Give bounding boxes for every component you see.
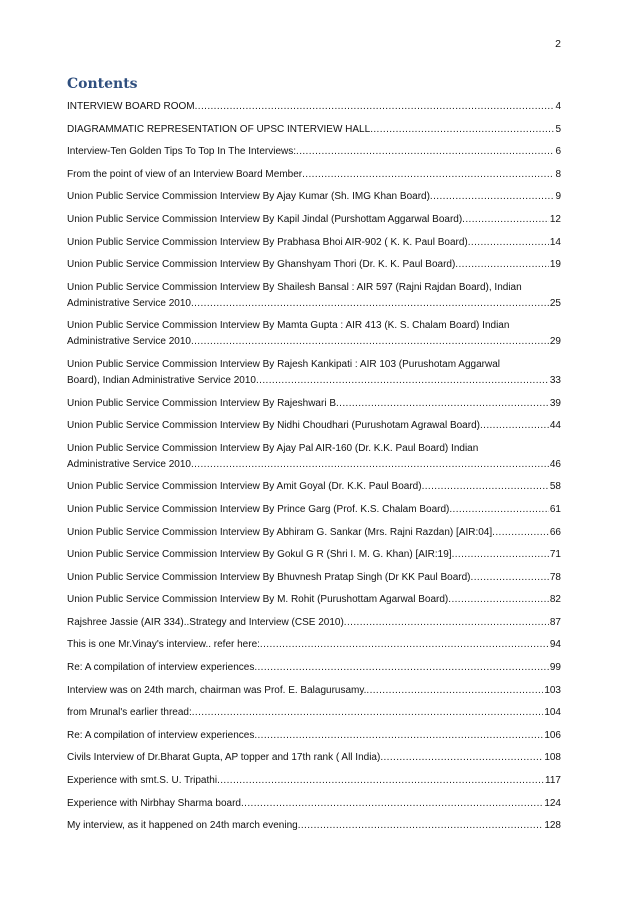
toc-entry-line (67, 796, 561, 812)
toc-dot-leader (191, 457, 549, 473)
toc-entry[interactable] (67, 818, 561, 834)
toc-entry[interactable] (67, 235, 561, 251)
toc-dot-leader (448, 592, 549, 608)
toc-entry-title: Union Public Service Commission Interview By Ghanshyam Thori (Dr. K. K. Paul Board) (67, 259, 456, 271)
toc-entry-title: Rajshree Jassie (AIR 334)..Strategy and Interview (CSE 2010) (67, 616, 344, 628)
toc-entry-title: Administrative Service 2010 (67, 458, 191, 470)
toc-entry-page-number: 44 (549, 420, 561, 432)
toc-entry-line (67, 396, 561, 412)
toc-dot-leader (336, 396, 549, 412)
toc-dot-leader (298, 818, 544, 834)
toc-entry-line (67, 235, 561, 251)
toc-entry-page-number: 39 (549, 397, 561, 409)
toc-entry-title: INTERVIEW BOARD ROOM (67, 101, 195, 112)
toc-entry-page-number: 14 (549, 236, 561, 248)
toc-entry-title: Union Public Service Commission Interview By M. Rohit (Purushottam Agarwal Board) (67, 594, 449, 606)
toc-entry-page-number: 128 (544, 820, 561, 832)
toc-entry-page-number: 66 (549, 526, 561, 538)
toc-entry-page-number: 82 (549, 594, 561, 606)
toc-entry-title-line1: Union Public Service Commission Interview By Mamta Gupta : AIR 413 (K. S. Chalam Board) Indian (67, 320, 510, 332)
toc-entry-title: Interview-Ten Golden Tips To Top In The Interviews: (67, 146, 297, 158)
table-of-contents (67, 99, 561, 841)
toc-dot-leader (260, 637, 549, 653)
toc-entry[interactable] (67, 167, 561, 183)
toc-entry-page-number: 103 (544, 684, 561, 696)
toc-entry-title: Board), Indian Administrative Service 2010 (67, 374, 256, 386)
toc-entry-page-number: 99 (549, 662, 561, 674)
toc-entry-line (67, 479, 561, 495)
toc-entry-title: Administrative Service 2010 (67, 297, 191, 309)
toc-entry-line (67, 818, 561, 834)
toc-entry[interactable] (67, 396, 561, 412)
toc-dot-leader (256, 373, 549, 389)
toc-dot-leader (449, 502, 549, 518)
toc-entry-page-number: 117 (545, 775, 561, 787)
toc-entry[interactable] (67, 441, 561, 473)
toc-entry-title: Union Public Service Commission Interview By Ajay Kumar (Sh. IMG Khan Board) (67, 191, 430, 203)
toc-entry-page-number: 5 (555, 123, 561, 135)
toc-entry-line (67, 122, 561, 138)
toc-dot-leader (430, 189, 555, 205)
toc-entry-title-line1: Union Public Service Commission Interview By Ajay Pal AIR-160 (Dr. K.K. Paul Board) Indian (67, 442, 479, 454)
toc-entry[interactable] (67, 547, 561, 563)
toc-entry-line (67, 683, 561, 699)
toc-entry[interactable] (67, 479, 561, 495)
toc-entry[interactable] (67, 418, 561, 434)
toc-entry-line (67, 728, 561, 744)
toc-dot-leader (217, 773, 544, 789)
toc-dot-leader (254, 660, 549, 676)
toc-entry-page-number: 29 (549, 336, 561, 348)
toc-entry-line (67, 705, 561, 721)
toc-entry-title: Re: A compilation of interview experiences (67, 662, 255, 674)
toc-dot-leader (452, 547, 549, 563)
toc-entry-title: This is one Mr.Vinay's interview.. refer here: (67, 639, 260, 651)
toc-entry-line (67, 144, 561, 160)
toc-dot-leader (480, 418, 549, 434)
toc-dot-leader (191, 334, 549, 350)
toc-entry-page-number: 61 (549, 503, 561, 515)
toc-dot-leader (366, 683, 543, 699)
toc-entry-title-line1: Union Public Service Commission Interview By Rajesh Kankipati : AIR 103 (Purushotam Aggarwal (67, 358, 500, 370)
toc-dot-leader (380, 750, 543, 766)
toc-dot-leader (302, 167, 554, 183)
toc-entry-line (67, 457, 561, 473)
toc-entry-line (67, 525, 561, 541)
toc-entry-page-number: 78 (549, 571, 561, 583)
toc-entry[interactable] (67, 683, 561, 699)
toc-dot-leader (455, 257, 549, 273)
toc-heading: Contents (67, 76, 138, 92)
toc-entry-title: Union Public Service Commission Interview By Nidhi Choudhari (Purushotam Agrawal Board) (67, 420, 480, 432)
toc-entry-page-number: 33 (549, 374, 561, 386)
toc-entry[interactable] (67, 592, 561, 608)
toc-entry-line (67, 592, 561, 608)
toc-entry-title: Administrative Service 2010 (67, 336, 191, 348)
toc-dot-leader (191, 296, 549, 312)
toc-dot-leader (471, 570, 549, 586)
toc-entry-line (67, 296, 561, 312)
toc-dot-leader (492, 525, 549, 541)
toc-entry-page-number: 4 (555, 101, 561, 112)
toc-entry-title: Interview was on 24th march, chairman was Prof. E. Balagurusamy. (67, 684, 367, 696)
toc-entry-title: Experience with Nirbhay Sharma board (67, 797, 241, 809)
toc-entry-line (67, 615, 561, 631)
toc-entry-title: My interview, as it happened on 24th march evening (67, 820, 298, 832)
toc-entry[interactable] (67, 525, 561, 541)
toc-entry-line (67, 773, 561, 789)
toc-entry-line (67, 212, 561, 228)
toc-entry-title: Civils Interview of Dr.Bharat Gupta, AP topper and 17th rank ( All India) (67, 752, 381, 764)
toc-entry-line (67, 547, 561, 563)
toc-entry[interactable] (67, 660, 561, 676)
toc-entry-page-number: 46 (549, 458, 561, 470)
toc-entry-line (67, 373, 561, 389)
toc-entry-page-number: 8 (555, 168, 561, 180)
toc-entry-page-number: 94 (549, 639, 561, 651)
toc-entry-line (67, 99, 561, 115)
toc-entry-line (67, 502, 561, 518)
toc-entry[interactable] (67, 615, 561, 631)
toc-entry-line (67, 189, 561, 205)
toc-entry[interactable] (67, 773, 561, 789)
toc-entry-page-number: 19 (549, 259, 561, 271)
toc-entry-title: from Mrunal's earlier thread: (67, 707, 192, 719)
toc-entry[interactable] (67, 357, 561, 389)
toc-entry-page-number: 12 (549, 213, 561, 225)
toc-entry[interactable] (67, 502, 561, 518)
toc-entry-title: Union Public Service Commission Interview By Rajeshwari B (67, 397, 336, 409)
toc-entry[interactable] (67, 280, 561, 312)
toc-entry-page-number: 6 (555, 146, 561, 158)
toc-dot-leader (195, 99, 555, 115)
toc-entry-title: DIAGRAMMATIC REPRESENTATION OF UPSC INTERVIEW HALL (67, 123, 371, 135)
toc-entry-page-number: 58 (549, 481, 561, 493)
toc-dot-leader (241, 796, 543, 812)
toc-entry-title: Union Public Service Commission Interview By Gokul G R (Shri I. M. G. Khan) [AIR:19] (67, 549, 452, 561)
toc-entry[interactable] (67, 257, 561, 273)
toc-dot-leader (422, 479, 549, 495)
toc-entry-line (67, 334, 561, 350)
toc-dot-leader (370, 122, 554, 138)
toc-entry-title: Union Public Service Commission Interview By Kapil Jindal (Purshottam Aggarwal Board) (67, 213, 463, 225)
page-number: 2 (555, 38, 561, 50)
toc-entry[interactable] (67, 318, 561, 350)
toc-entry-title: Re: A compilation of interview experiences (67, 729, 255, 741)
toc-entry-line (67, 257, 561, 273)
toc-entry[interactable] (67, 728, 561, 744)
toc-entry[interactable] (67, 99, 561, 115)
toc-entry-title: Union Public Service Commission Interview By Bhuvnesh Pratap Singh (Dr KK Paul Board) (67, 571, 471, 583)
toc-entry[interactable] (67, 705, 561, 721)
toc-dot-leader (192, 705, 544, 721)
toc-entry[interactable] (67, 750, 561, 766)
toc-dot-leader (296, 144, 554, 160)
toc-entry-page-number: 71 (549, 549, 561, 561)
toc-entry-title-line1: Union Public Service Commission Interview By Shailesh Bansal : AIR 597 (Rajni Rajdan Board), Indian (67, 281, 522, 293)
toc-dot-leader (344, 615, 549, 631)
toc-dot-leader (462, 212, 549, 228)
toc-dot-leader (254, 728, 543, 744)
toc-entry-title: Union Public Service Commission Interview By Amit Goyal (Dr. K.K. Paul Board) (67, 481, 422, 493)
toc-entry-line (67, 750, 561, 766)
toc-entry-page-number: 104 (544, 707, 561, 719)
toc-entry-page-number: 9 (555, 191, 561, 203)
toc-entry-title: Experience with smt.S. U. Tripathi (67, 775, 218, 787)
toc-entry-title: Union Public Service Commission Interview By Abhiram G. Sankar (Mrs. Rajni Razdan) [AIR:04] (67, 526, 493, 538)
toc-entry-line (67, 637, 561, 653)
toc-dot-leader (468, 235, 549, 251)
toc-entry-line (67, 570, 561, 586)
toc-entry-line (67, 167, 561, 183)
toc-entry-title: Union Public Service Commission Interview By Prince Garg (Prof. K.S. Chalam Board) (67, 503, 450, 515)
toc-entry[interactable] (67, 212, 561, 228)
toc-entry[interactable] (67, 570, 561, 586)
toc-entry[interactable] (67, 796, 561, 812)
toc-entry-page-number: 106 (544, 729, 561, 741)
toc-entry-line (67, 418, 561, 434)
toc-entry-page-number: 25 (549, 297, 561, 309)
toc-entry-page-number: 124 (544, 797, 561, 809)
toc-entry-line (67, 660, 561, 676)
toc-entry[interactable] (67, 122, 561, 138)
toc-entry-page-number: 108 (544, 752, 561, 764)
toc-entry-title: Union Public Service Commission Interview By Prabhasa Bhoi AIR-902 ( K. K. Paul Board) (67, 236, 468, 248)
toc-entry[interactable] (67, 637, 561, 653)
toc-entry-title: From the point of view of an Interview Board Member (67, 168, 303, 180)
toc-entry-page-number: 87 (549, 616, 561, 628)
toc-entry[interactable] (67, 189, 561, 205)
toc-entry[interactable] (67, 144, 561, 160)
